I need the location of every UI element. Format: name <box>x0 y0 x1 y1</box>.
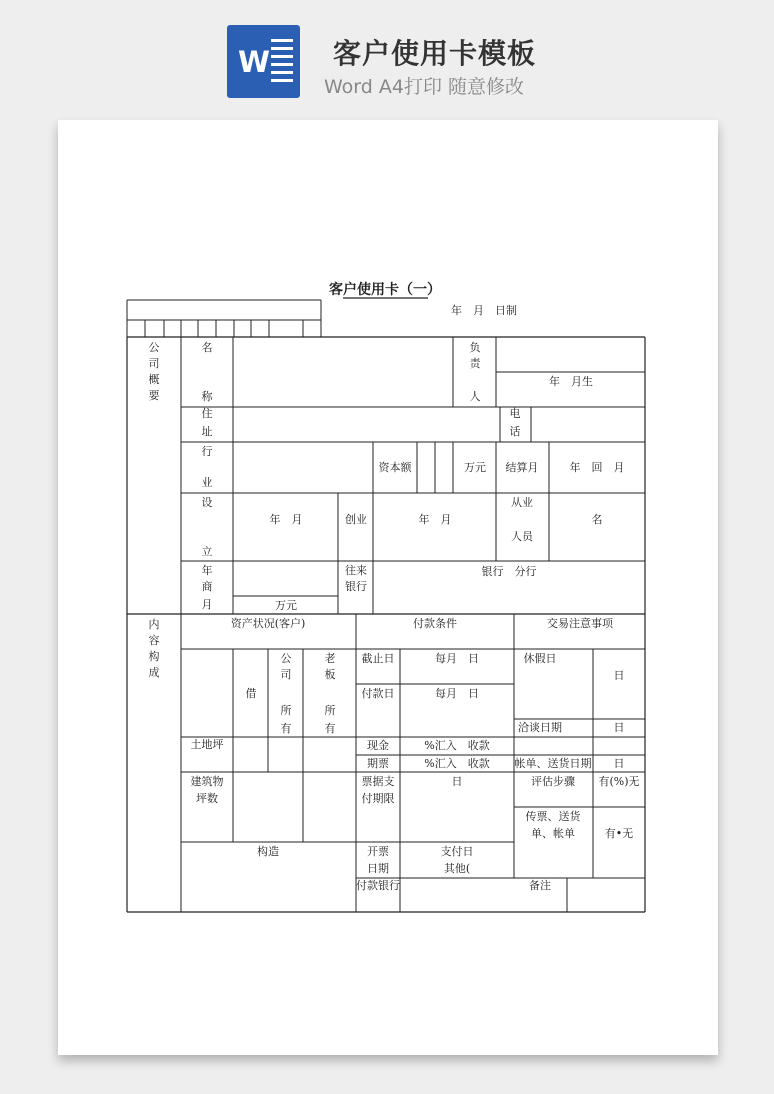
bank-label: 银行 <box>345 580 367 593</box>
fax-yes-no: 有•无 <box>604 827 634 840</box>
return-month-label: 年 回 月 <box>569 461 625 474</box>
day-unit-label: 日 <box>451 775 463 788</box>
established-label: 设 <box>201 496 213 509</box>
evaluation-yes-no: 有(%)无 <box>598 775 640 788</box>
settlement-month-label: 结算月 <box>505 461 539 474</box>
building-area-label: 坪数 <box>196 792 218 805</box>
company-owned-label: 所 <box>280 704 292 717</box>
sales-unit: 万元 <box>275 599 297 612</box>
deadline-label: 截止日 <box>361 652 395 665</box>
trade-notes-header: 交易注意事项 <box>547 617 613 630</box>
boss-owned-label: 板 <box>324 668 336 681</box>
employees-label: 人员 <box>511 530 533 543</box>
page-subtitle: Word A4打印 随意修改 <box>324 76 525 98</box>
building-area-label: 建筑物 <box>190 775 224 788</box>
boss-owned-label: 老 <box>324 652 336 665</box>
payment-bank-label: 付款银行 <box>356 879 400 892</box>
company-owned-label: 有 <box>280 722 292 735</box>
structure-label: 构造 <box>257 845 279 858</box>
name-label: 称 <box>201 390 213 403</box>
bill-delivery-day-unit: 日 <box>613 757 625 770</box>
word-icon <box>227 25 300 98</box>
payment-day-label: 付款日 <box>361 687 395 700</box>
asset-status-header: 资产状况(客户) <box>230 617 306 630</box>
boss-owned-label: 有 <box>324 722 336 735</box>
phone-label: 电 <box>509 407 521 420</box>
name-label: 名 <box>201 341 213 354</box>
founding-label: 创业 <box>345 513 367 526</box>
remarks-label: 备注 <box>529 879 551 892</box>
bank-branch-label: 银行 分行 <box>481 565 537 578</box>
annual-sales-label: 月 <box>201 598 213 611</box>
address-label: 住 <box>201 407 213 420</box>
industry-label: 业 <box>201 476 213 489</box>
document-page <box>58 120 718 1055</box>
bank-label: 往来 <box>345 564 367 577</box>
company-owned-label: 司 <box>280 668 292 681</box>
promissory-label: 期票 <box>367 757 389 770</box>
boss-owned-label: 所 <box>324 704 336 717</box>
land-area-label: 土地坪 <box>190 738 224 751</box>
page-title: 客户使用卡模板 <box>333 37 537 70</box>
remit-receive-1: %汇入 收款 <box>424 739 490 752</box>
holiday-label: 休假日 <box>523 652 557 665</box>
word-icon-letter: W <box>238 45 270 79</box>
responsible-label: 责 <box>469 357 481 370</box>
est-year-month: 年 月 <box>269 513 303 526</box>
established-label: 立 <box>201 545 213 558</box>
remit-receive-2: %汇入 收款 <box>424 757 490 770</box>
industry-label: 行 <box>201 445 213 458</box>
bill-payment-limit-label: 票据支 <box>361 775 395 788</box>
persons-unit: 名 <box>591 513 603 526</box>
bill-delivery-date-label: 帐单、送货日期 <box>514 757 592 770</box>
birth-label: 年 月生 <box>549 375 593 388</box>
monthly-day-2: 每月 日 <box>435 687 479 700</box>
responsible-label: 人 <box>469 390 481 403</box>
wan-yuan-label: 万元 <box>464 461 486 474</box>
negotiation-date-label: 洽谈日期 <box>518 721 562 734</box>
employees-label: 从业 <box>511 496 533 509</box>
address-label: 址 <box>201 425 213 438</box>
negotiation-day-unit: 日 <box>613 721 625 734</box>
payment-terms-header: 付款条件 <box>413 617 457 630</box>
fax-delivery-label: 单、帐单 <box>531 827 575 840</box>
company-section-label: 公司概要 <box>148 341 160 402</box>
borrow-label: 借 <box>245 687 257 700</box>
word-icon-lines <box>271 39 293 87</box>
company-owned-label: 公 <box>280 652 292 665</box>
monthly-day-1: 每月 日 <box>435 652 479 665</box>
annual-sales-label: 年 <box>201 564 213 577</box>
invoice-date-label: 开票 <box>367 845 389 858</box>
fax-delivery-label: 传票、送货 <box>525 810 581 823</box>
date-made-label: 年 月 日制 <box>451 304 517 317</box>
content-section-label: 内容构成 <box>148 618 160 679</box>
capital-label: 资本额 <box>378 461 412 474</box>
founding-year-month: 年 月 <box>418 513 452 526</box>
phone-label: 话 <box>509 425 521 438</box>
invoice-date-label: 日期 <box>367 862 389 875</box>
form-title: 客户使用卡（一） <box>329 282 441 298</box>
payment-date-other-label: 支付日 <box>440 845 474 858</box>
payment-date-other-label: 其他( <box>443 862 471 875</box>
holiday-day-unit: 日 <box>613 669 625 682</box>
evaluation-steps-label: 评估步骤 <box>531 775 575 788</box>
responsible-label: 负 <box>469 341 481 354</box>
bill-payment-limit-label: 付期限 <box>361 792 395 805</box>
page-header <box>0 0 774 110</box>
cash-label: 现金 <box>367 739 389 752</box>
customer-card-form <box>58 120 718 1055</box>
annual-sales-label: 商 <box>201 580 213 593</box>
